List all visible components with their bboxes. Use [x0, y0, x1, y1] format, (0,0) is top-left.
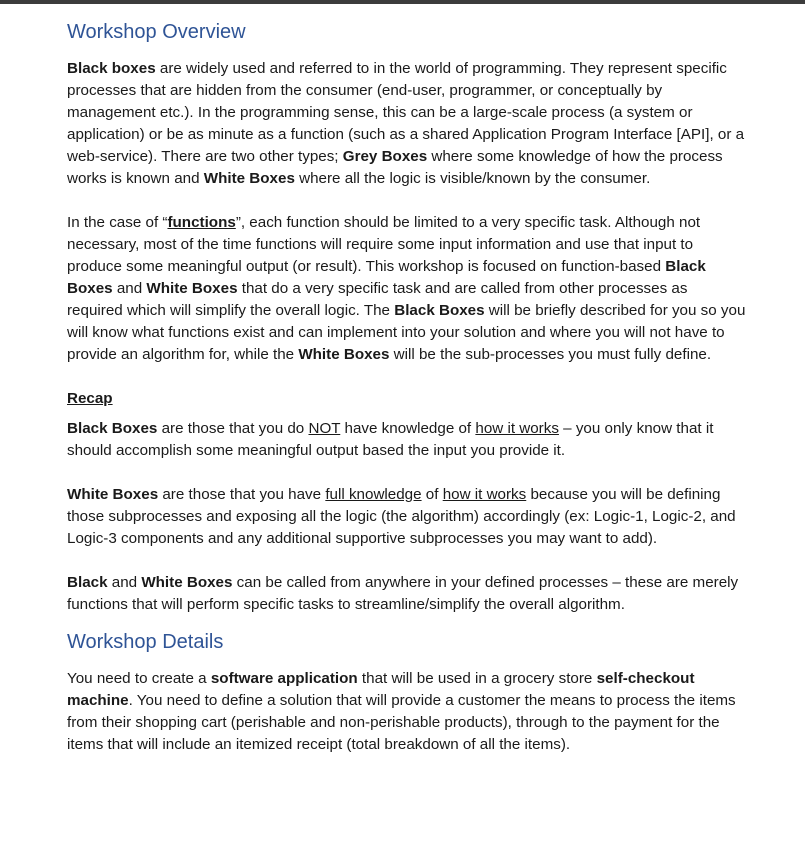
text-run: that do a very specific task and are called from other processes as required which will simplify the overall logic. The [67, 280, 688, 319]
text-run: You need to create a [67, 670, 211, 687]
top-border [0, 0, 805, 4]
bold-term: Black Boxes [394, 302, 485, 319]
text-run: will be briefly described for you so you will know what functions exist and can implement into your solution and where you will not have to provide an algorithm for, while the [67, 302, 746, 363]
bold-term: Black Boxes [67, 420, 158, 437]
text-run: where all the logic is visible/known by the consumer. [294, 170, 651, 187]
text-run: are widely used and referred to in the world of programming. They represent specific processes that are hidden from the consumer (end-user, programmer, or conceptually by management etc.). In the programming sense, this can be a large-scale process (a system or application) or be as minute as a function (such as a shared Application Program Interface [API], or a web-service). There are two other types; [67, 60, 745, 165]
text-run: are those that you have [158, 486, 326, 503]
black-boxes-recap [67, 418, 747, 462]
underlined-term: how it works [475, 420, 559, 437]
bold-term: White Boxes [141, 574, 233, 591]
text-run: because you will be defining those subprocesses and exposing all the logic (the algorithm) accordingly (ex: Logic-1, Logic-2, and Logic-3 components and any additional supportive subprocesses you may want to add). [67, 486, 736, 547]
bold-term: White Boxes [203, 170, 295, 187]
bold-term: Black boxes [67, 60, 156, 77]
bold-term: Grey Boxes [342, 148, 428, 165]
text-run: . You need to define a solution that will provide a customer the means to process the items from their shopping cart (perishable and non-perishable products), through to the payment for the items that will include an itemized receipt (total breakdown of all the items). [67, 692, 736, 753]
text-run: In the case of “ [67, 214, 168, 231]
recap-heading: Recap [67, 390, 113, 407]
text-run: will be the sub-processes you must fully define. [389, 346, 712, 363]
bold-term: software application [210, 670, 358, 687]
text-run: and [107, 574, 142, 591]
bold-term: Black Boxes [67, 258, 706, 297]
workshop-details-heading: Workshop Details [67, 631, 224, 653]
underlined-term: NOT [308, 420, 341, 437]
white-boxes-recap [67, 484, 747, 550]
text-run: where some knowledge of how the process works is known and [67, 148, 723, 187]
details-paragraph [67, 668, 747, 756]
bold-underlined-term: functions [167, 214, 236, 231]
bold-term: White Boxes [298, 346, 390, 363]
underlined-term: how it works [442, 486, 527, 503]
text-run: ”, each function should be limited to a very specific task. Although not necessary, most of the time functions will require some input information and use that input to produce some meaningful output (or result). This workshop is focused on function-based [67, 214, 701, 275]
underlined-term: full knowledge [325, 486, 422, 503]
text-run: of [421, 486, 443, 503]
bold-term: Black [67, 574, 108, 591]
bold-term: White Boxes [67, 486, 159, 503]
workshop-overview-heading: Workshop Overview [67, 21, 246, 43]
text-run: have knowledge of [340, 420, 476, 437]
intro-paragraph [67, 58, 747, 190]
document-body [67, 18, 747, 756]
text-run: – you only know that it should accomplish some meaningful output based the input you provide it. [67, 420, 714, 459]
text-run: can be called from anywhere in your defined processes – these are merely functions that will perform specific tasks to streamline/simplify the overall algorithm. [67, 574, 739, 613]
text-run: that will be used in a grocery store [357, 670, 597, 687]
black-and-white-recap [67, 572, 747, 616]
text-run: and [112, 280, 147, 297]
text-run: are those that you do [157, 420, 309, 437]
bold-term: White Boxes [146, 280, 238, 297]
bold-term: self-checkout machine [67, 670, 695, 709]
functions-paragraph [67, 212, 747, 366]
